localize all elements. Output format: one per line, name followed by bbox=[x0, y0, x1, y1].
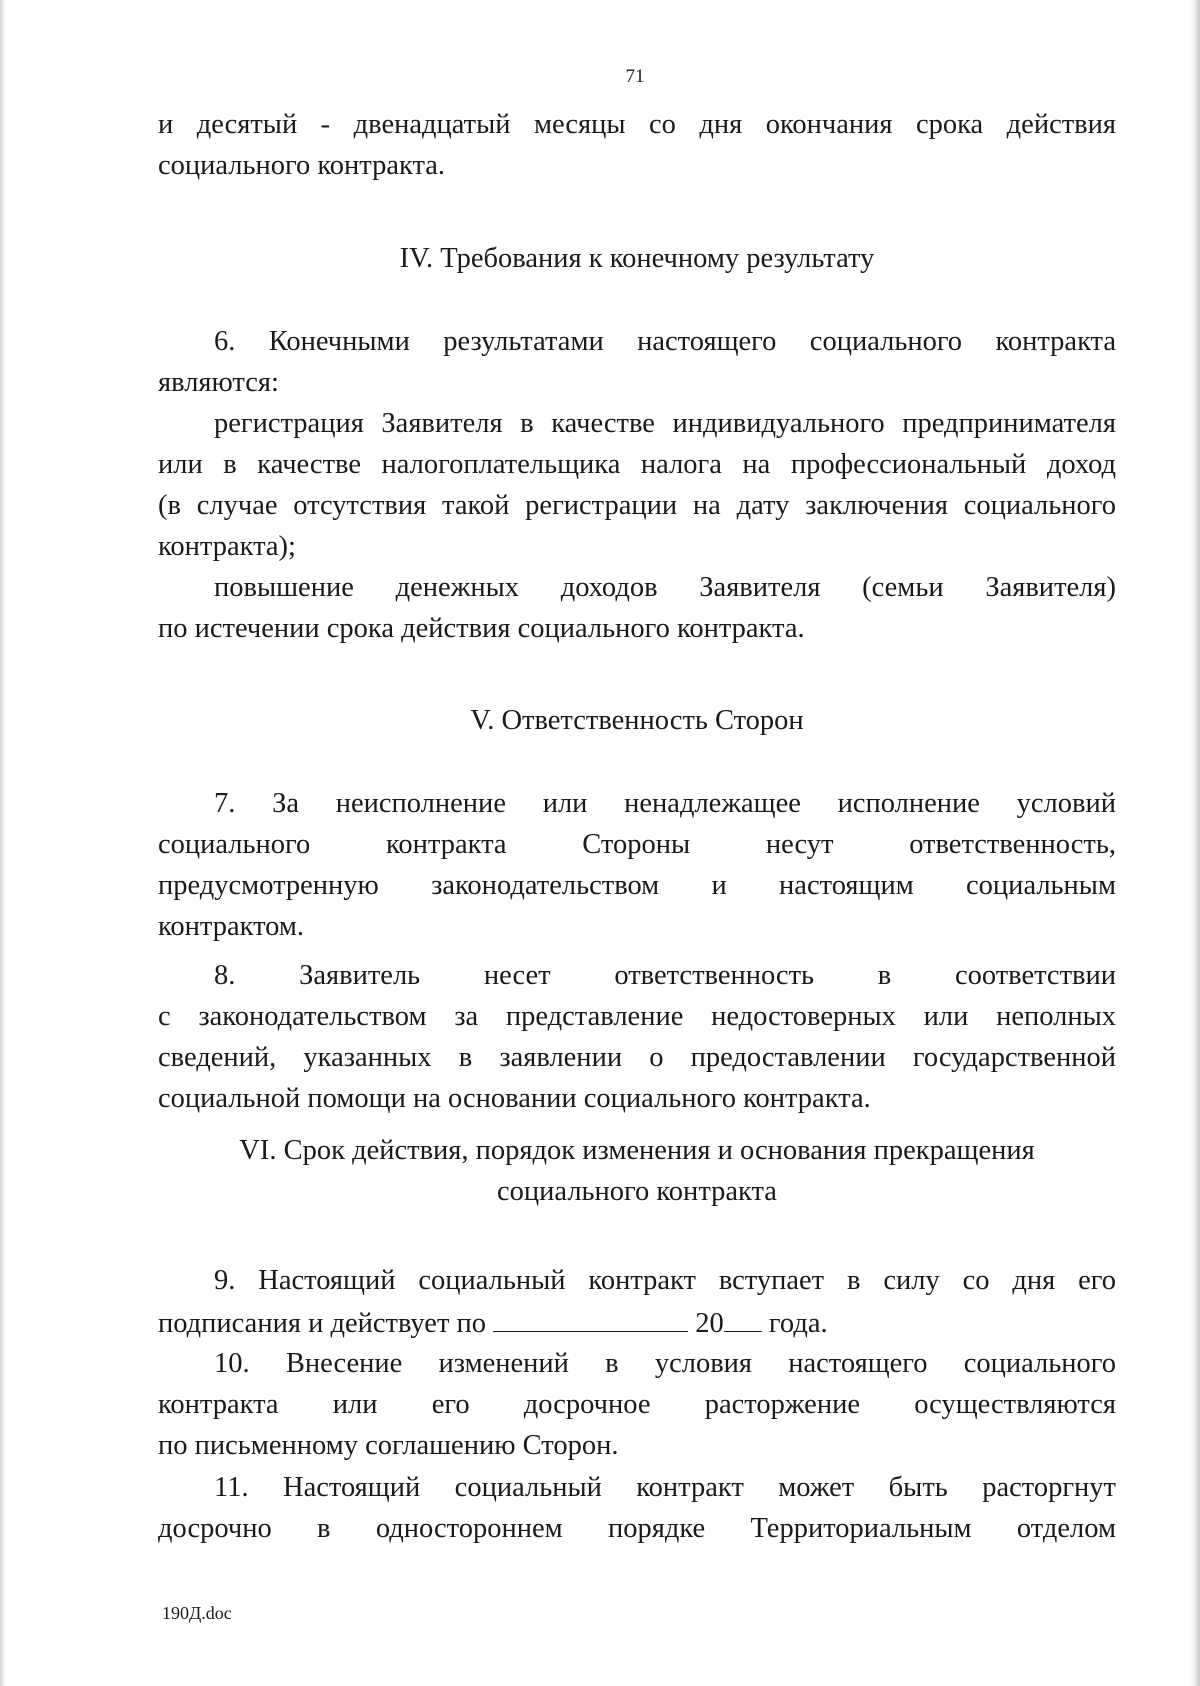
text-line: сведений, указанных в заявлении о предоставлении государственной bbox=[158, 1042, 1116, 1073]
section-heading-5: V. Ответственность Сторон bbox=[470, 705, 804, 736]
text-line: и десятый - двенадцатый месяцы со дня окончания срока действия bbox=[158, 109, 1116, 140]
text-line: социального контракта. bbox=[158, 150, 446, 181]
text-line: социального контракта Стороны несут ответственность, bbox=[158, 829, 1116, 860]
text-line: контракта или его досрочное расторжение осуществляются bbox=[158, 1389, 1116, 1420]
scan-edge-right bbox=[1190, 0, 1200, 1686]
section-heading-6-line-1: VI. Срок действия, порядок изменения и основания прекращения bbox=[239, 1135, 1035, 1166]
date-blank-field bbox=[493, 1301, 688, 1332]
text-line: по истечении срока действия социального контракта. bbox=[158, 613, 805, 644]
text-fragment: подписания и действует по bbox=[158, 1308, 487, 1339]
footer-file-name: 190Д.doc bbox=[162, 1603, 232, 1623]
section-heading-4: IV. Требования к конечному результату bbox=[399, 243, 875, 274]
section-heading-6 bbox=[158, 1130, 1116, 1212]
text-line: контракта); bbox=[158, 531, 296, 562]
paragraph-11 bbox=[158, 1467, 1116, 1549]
text-line: или в качестве налогоплательщика налога на профессиональный доход bbox=[158, 449, 1116, 480]
text-line: (в случае отсутствия такой регистрации на дату заключения социального bbox=[158, 490, 1116, 521]
text-line-with-blanks bbox=[158, 1301, 1116, 1342]
text-line: повышение денежных доходов Заявителя (семьи Заявителя) bbox=[214, 572, 1116, 603]
text-line: социальной помощи на основании социального контракта. bbox=[158, 1083, 871, 1114]
text-fragment: 20 bbox=[695, 1308, 724, 1339]
text-line: регистрация Заявителя в качестве индивидуального предпринимателя bbox=[214, 408, 1116, 439]
intro-paragraph bbox=[158, 104, 1116, 186]
text-line: 6. Конечными результатами настоящего социального контракта bbox=[214, 326, 1116, 357]
section-heading-6-line-2: социального контракта bbox=[497, 1176, 777, 1207]
text-line: являются: bbox=[158, 367, 279, 398]
text-line: с законодательством за представление недостоверных или неполных bbox=[158, 1001, 1116, 1032]
paragraph-7 bbox=[158, 783, 1116, 947]
paragraph-10 bbox=[158, 1343, 1116, 1466]
text-line: по письменному соглашению Сторон. bbox=[158, 1430, 619, 1461]
paragraph-6 bbox=[158, 321, 1116, 649]
paragraph-8 bbox=[158, 955, 1116, 1119]
text-line: 10. Внесение изменений в условия настоящего социального bbox=[214, 1348, 1116, 1379]
text-line: предусмотренную законодательством и настоящим социальным bbox=[158, 870, 1116, 901]
scan-edge-left bbox=[0, 0, 6, 1686]
text-line: контрактом. bbox=[158, 911, 305, 942]
text-line: досрочно в одностороннем порядке Территориальным отделом bbox=[158, 1513, 1116, 1544]
text-line: 8. Заявитель несет ответственность в соответствии bbox=[214, 960, 1116, 991]
text-line: 7. За неисполнение или ненадлежащее исполнение условий bbox=[214, 788, 1116, 819]
paragraph-9 bbox=[158, 1260, 1116, 1342]
year-blank-field bbox=[724, 1301, 762, 1332]
page-number: 71 bbox=[625, 66, 645, 87]
text-line: 9. Настоящий социальный контракт вступает в силу со дня его bbox=[214, 1265, 1116, 1296]
text-line: 11. Настоящий социальный контракт может быть расторгнут bbox=[214, 1472, 1116, 1503]
text-fragment: года. bbox=[768, 1308, 828, 1339]
